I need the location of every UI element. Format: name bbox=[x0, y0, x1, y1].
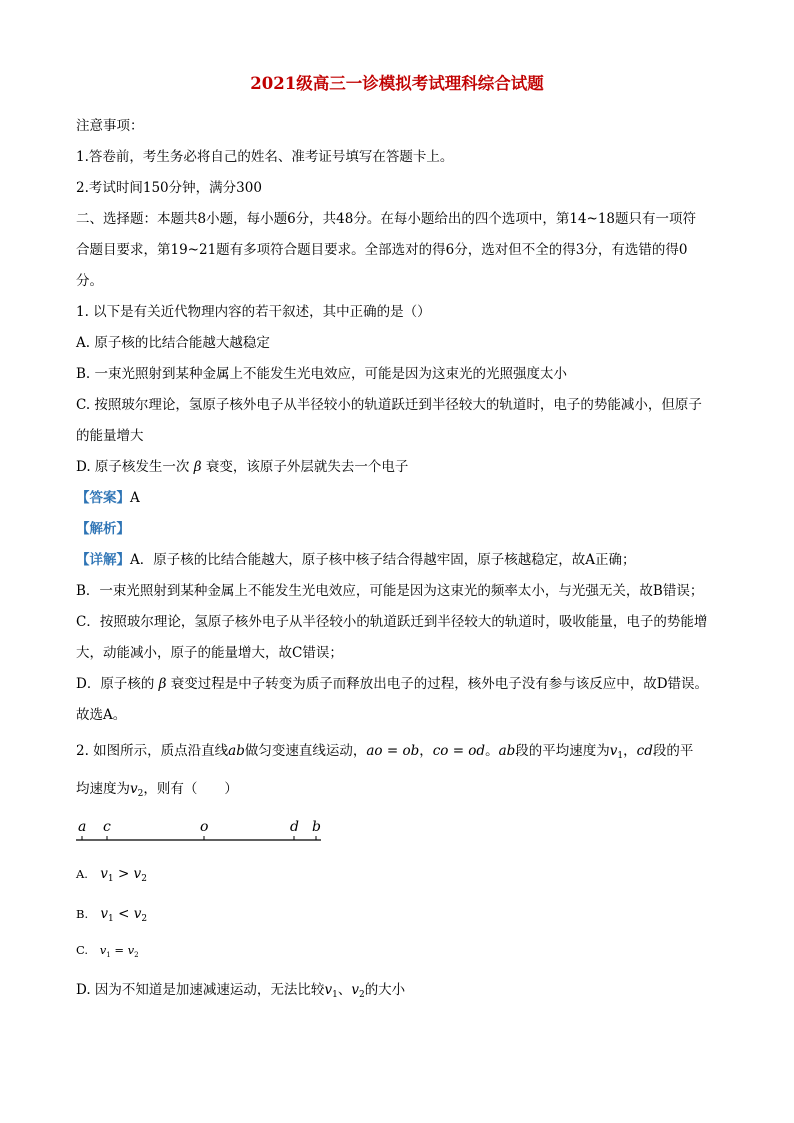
q1-detail-b: B．一束光照射到某种金属上不能发生光电效应，可能是因为这束光的频率太小，与光强无关，故B错误； bbox=[76, 583, 704, 599]
beta-symbol: β bbox=[193, 459, 202, 475]
less-than-sign: < bbox=[118, 906, 130, 922]
subscript-2: 2 bbox=[134, 951, 139, 959]
subscript-1: 1 bbox=[106, 951, 111, 959]
subscript-2: 2 bbox=[141, 914, 148, 924]
v2-symbol bbox=[130, 781, 143, 797]
v-letter: v bbox=[99, 943, 107, 957]
q2-option-b bbox=[76, 906, 147, 924]
q2-stem-mid-2: 段的平均速度为 bbox=[515, 743, 610, 759]
option-a-label: A. bbox=[76, 867, 88, 881]
subscript-1: 1 bbox=[107, 874, 114, 884]
detail-d-text-end: 衰变过程是中子转变为质子而释放出电子的过程，核外电子没有参与该反应中，故D错误。 bbox=[170, 676, 709, 692]
q1-option-d-text-start: D. 原子核发生一次 bbox=[76, 459, 190, 475]
q2-option-a bbox=[76, 866, 147, 884]
equation-ao-ob: ao = ob bbox=[366, 743, 420, 759]
v2-symbol bbox=[134, 906, 147, 922]
notes-header: 注意事项： bbox=[76, 118, 144, 134]
detail-a-text: A．原子核的比结合能越大，原子核中核子结合得越牢固，原子核越稳定，故A正确； bbox=[130, 552, 636, 568]
section-instructions-line-2: 合题目要求，第19~21题有多项符合题目要求。全部选对的得6分，选对但不全的得3分，有选错的得0 bbox=[76, 242, 688, 258]
v1-symbol bbox=[100, 943, 111, 957]
v-letter: v bbox=[133, 866, 142, 882]
v1-symbol bbox=[610, 743, 623, 759]
v-letter: v bbox=[351, 982, 359, 998]
v-letter: v bbox=[100, 906, 109, 922]
option-d-text-start: D. 因为不知道是加速减速运动，无法比较 bbox=[76, 982, 325, 998]
q2-stem-mid: 做匀变速直线运动， bbox=[244, 743, 367, 759]
subscript-2: 2 bbox=[358, 990, 365, 1000]
subscript-1: 1 bbox=[332, 990, 338, 1000]
v1-symbol bbox=[100, 866, 113, 882]
notes-item-1: 1.答卷前，考生务必将自己的姓名、准考证号填写在答题卡上。 bbox=[76, 149, 454, 165]
equation-co-od: co = od bbox=[432, 743, 486, 759]
point-label-d: d bbox=[290, 819, 299, 835]
section-instructions-line-1: 二、选择题：本题共8小题，每小题6分，共48分。在每小题给出的四个选项中，第14~18题只有一项符 bbox=[76, 211, 697, 227]
q1-option-c-line-1: C. 按照玻尔理论，氢原子核外电子从半径较小的轨道跃迁到半径较大的轨道时，电子的势能减小，但原子 bbox=[76, 397, 702, 413]
q2-stem-line-2-end: ，则有（ ） bbox=[143, 781, 238, 797]
greater-than-sign: > bbox=[117, 866, 130, 882]
v-letter: v bbox=[609, 743, 618, 759]
v2-symbol bbox=[128, 943, 139, 957]
q2-stem-end: 段的平 bbox=[652, 743, 694, 759]
v-letter: v bbox=[133, 906, 142, 922]
q1-detail-d bbox=[76, 672, 708, 692]
v-letter: v bbox=[100, 866, 108, 882]
subscript-2: 2 bbox=[141, 874, 147, 884]
q1-conclusion: 故选A。 bbox=[76, 707, 127, 723]
comma: ， bbox=[623, 743, 637, 759]
segment-ab: ab bbox=[498, 743, 516, 759]
q1-option-c-line-2: 的能量增大 bbox=[76, 428, 144, 444]
q2-stem-line-1 bbox=[76, 739, 693, 761]
q1-detail-a bbox=[76, 548, 636, 568]
option-b-label: B. bbox=[76, 907, 89, 921]
point-label-b: b bbox=[312, 819, 321, 835]
option-c-label: C. bbox=[76, 943, 89, 957]
v1-symbol bbox=[100, 906, 113, 922]
comma: ， bbox=[419, 743, 433, 759]
line-segment-figure bbox=[72, 814, 332, 850]
point-label-a: a bbox=[78, 819, 87, 835]
v2-symbol bbox=[134, 866, 147, 882]
point-label-c: c bbox=[103, 819, 111, 835]
beta-symbol: β bbox=[158, 676, 167, 692]
exam-title: 2021级高三一诊模拟考试理科综合试题 bbox=[250, 74, 544, 93]
option-d-text-end: 的大小 bbox=[364, 982, 406, 998]
detail-d-text-start: D．原子核的 bbox=[76, 676, 155, 692]
answer-value: A bbox=[130, 490, 140, 506]
v2-symbol bbox=[351, 982, 364, 998]
q1-stem: 1. 以下是有关近代物理内容的若干叙述，其中正确的是（） bbox=[76, 304, 431, 320]
equals-sign: = bbox=[114, 943, 124, 957]
analysis-label: 【解析】 bbox=[76, 521, 130, 537]
answer-label: 【答案】 bbox=[76, 490, 130, 506]
subscript-2: 2 bbox=[137, 789, 144, 799]
q2-stem-line-2-start: 均速度为 bbox=[76, 781, 130, 797]
q1-option-d bbox=[76, 455, 408, 475]
q1-option-a: A. 原子核的比结合能越大越稳定 bbox=[76, 335, 270, 351]
v-letter: v bbox=[324, 982, 333, 998]
q1-detail-c-line-1: C．按照玻尔理论，氢原子核外电子从半径较小的轨道跃迁到半径较大的轨道时，吸收能量，电子的势能增 bbox=[76, 614, 708, 630]
q1-option-b: B. 一束光照射到某种金属上不能发生光电效应，可能是因为这束光的光照强度太小 bbox=[76, 366, 568, 382]
q2-option-c bbox=[76, 943, 139, 959]
point-label-o: o bbox=[200, 819, 209, 835]
q1-answer bbox=[76, 486, 140, 506]
separator: 、 bbox=[337, 982, 352, 998]
segment-ab: ab bbox=[228, 743, 245, 759]
segment-cd: cd bbox=[636, 743, 653, 759]
v-letter: v bbox=[127, 943, 135, 957]
subscript-1: 1 bbox=[108, 914, 114, 924]
v-letter: v bbox=[130, 781, 138, 797]
q2-stem-line-2 bbox=[76, 777, 238, 799]
v1-symbol bbox=[324, 982, 337, 998]
q1-option-d-text-end: 衰变，该原子外层就失去一个电子 bbox=[205, 459, 409, 475]
notes-item-2: 2.考试时间150分钟，满分300 bbox=[76, 180, 262, 196]
q1-detail-c-line-2: 大，动能减小，原子的能量增大，故C错误； bbox=[76, 645, 343, 661]
q2-option-d bbox=[76, 978, 405, 1000]
detail-label: 【详解】 bbox=[76, 552, 130, 568]
subscript-1: 1 bbox=[617, 751, 624, 761]
section-instructions-line-3: 分。 bbox=[76, 273, 103, 289]
period: 。 bbox=[485, 743, 499, 759]
q2-stem-start: 2. 如图所示，质点沿直线 bbox=[76, 743, 229, 759]
